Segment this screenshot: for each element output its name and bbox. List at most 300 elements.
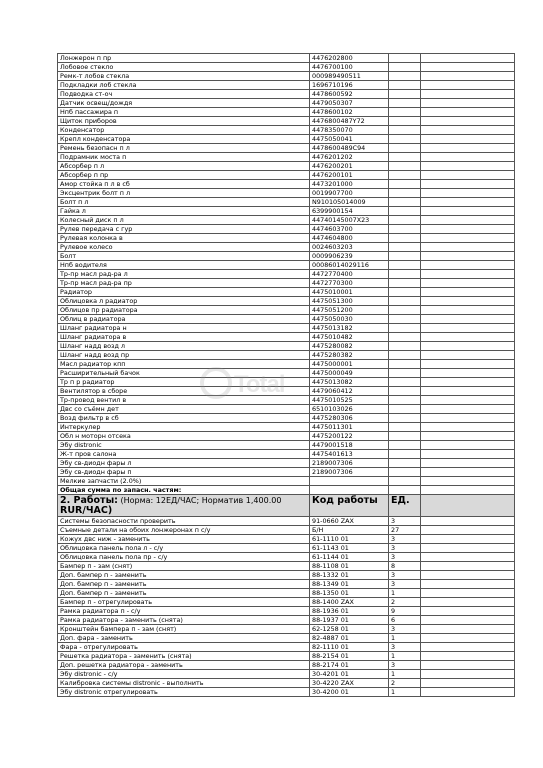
amount-cell: [421, 571, 515, 580]
name-cell: Кожух двс ниж - заменить: [58, 535, 310, 544]
unit-cell: 8: [389, 562, 421, 571]
part-row: [58, 450, 515, 459]
code-cell: 4478600102: [310, 108, 389, 117]
unit-cell: [389, 315, 421, 324]
name-cell: Рулевая колонка в: [58, 234, 310, 243]
code-cell: 2189007306: [310, 468, 389, 477]
name-cell: Вентилятор в сборе: [58, 387, 310, 396]
unit-cell: [389, 171, 421, 180]
part-row: [58, 207, 515, 216]
amount-cell: [421, 598, 515, 607]
part-row: [58, 243, 515, 252]
amount-cell: [421, 135, 515, 144]
unit-cell: 3: [389, 517, 421, 526]
code-cell: 4473201000: [310, 180, 389, 189]
part-row: [58, 63, 515, 72]
amount-cell: [421, 544, 515, 553]
unit-cell: [389, 126, 421, 135]
work-row: [58, 544, 515, 553]
amount-cell: [421, 468, 515, 477]
amount-cell: [421, 54, 515, 63]
unit-cell: [389, 351, 421, 360]
amount-cell: [421, 117, 515, 126]
part-row: [58, 432, 515, 441]
name-cell: Решетка радиатора - заменить (снята): [58, 652, 310, 661]
unit-cell: [389, 162, 421, 171]
unit-cell: [389, 459, 421, 468]
work-row: [58, 562, 515, 571]
code-cell: 4475000049: [310, 369, 389, 378]
work-row: [58, 688, 515, 697]
unit-cell: [389, 324, 421, 333]
code-cell: 88-1332 01: [310, 571, 389, 580]
part-row: [58, 414, 515, 423]
unit-cell: 1: [389, 589, 421, 598]
name-cell: Шланг радиатора н: [58, 324, 310, 333]
name-cell: Эбу св-диодн фары п: [58, 468, 310, 477]
name-cell: Крепл конденсатора: [58, 135, 310, 144]
unit-cell: [389, 216, 421, 225]
name-cell: Болт п л: [58, 198, 310, 207]
watermark-text: Total: [234, 371, 285, 398]
amount-cell: [421, 396, 515, 405]
unit-cell: [389, 90, 421, 99]
unit-cell: [389, 360, 421, 369]
part-row: [58, 477, 515, 486]
amount-cell: [421, 553, 515, 562]
unit-cell: [389, 369, 421, 378]
total-label: Общая сумма по запасн. частям:: [58, 486, 310, 495]
name-cell: Облицовка л радиатор: [58, 297, 310, 306]
name-cell: Доп. бампер п - заменить: [58, 571, 310, 580]
name-cell: Гайка л: [58, 207, 310, 216]
name-cell: Датчик освещ/дождя: [58, 99, 310, 108]
code-cell: 000989490511: [310, 72, 389, 81]
name-cell: Рамка радиатора п - с/у: [58, 607, 310, 616]
amount-cell: [421, 652, 515, 661]
code-cell: 0009906239: [310, 252, 389, 261]
code-cell: 4475000001: [310, 360, 389, 369]
code-cell: 61-1110 01: [310, 535, 389, 544]
name-cell: Тр-пр масл рад-ра л: [58, 270, 310, 279]
unit-cell: 1: [389, 652, 421, 661]
part-row: [58, 315, 515, 324]
name-cell: Шланг радиатора в: [58, 333, 310, 342]
part-row: [58, 360, 515, 369]
unit-cell: [389, 333, 421, 342]
unit-cell: [389, 423, 421, 432]
work-row: [58, 580, 515, 589]
unit-cell: 3: [389, 571, 421, 580]
amount-cell: [421, 162, 515, 171]
part-row: [58, 369, 515, 378]
amount-cell: [421, 171, 515, 180]
code-cell: 4475401613: [310, 450, 389, 459]
name-cell: Ремк-т лобов стекла: [58, 72, 310, 81]
work-row: [58, 535, 515, 544]
amount-cell: [421, 108, 515, 117]
amount-cell: [421, 661, 515, 670]
part-row: [58, 108, 515, 117]
part-row: [58, 441, 515, 450]
unit-cell: 6: [389, 616, 421, 625]
code-cell: 4472770300: [310, 279, 389, 288]
code-cell: 88-1349 01: [310, 580, 389, 589]
unit-cell: [389, 189, 421, 198]
amount-cell: [421, 459, 515, 468]
part-row: [58, 459, 515, 468]
code-cell: 4475280306: [310, 414, 389, 423]
unit-cell: 2: [389, 598, 421, 607]
code-cell: 88-2154 01: [310, 652, 389, 661]
name-cell: Тр п р радиатор: [58, 378, 310, 387]
part-row: [58, 468, 515, 477]
works-header-row: [58, 495, 515, 517]
amount-cell: [421, 450, 515, 459]
amount-cell: [421, 252, 515, 261]
unit-cell: [389, 261, 421, 270]
works-title: 2. Работы: (Норма: 12ЕД/ЧАС; Норматив 1,400.00 RUR/ЧАС): [58, 495, 310, 517]
amount-cell: [421, 688, 515, 697]
work-row: [58, 679, 515, 688]
code-cell: 4475010482: [310, 333, 389, 342]
code-cell: 4479060412: [310, 387, 389, 396]
name-cell: Эбу distronic отрегулировать: [58, 688, 310, 697]
unit-cell: [389, 135, 421, 144]
name-cell: Подрамник моста п: [58, 153, 310, 162]
unit-cell: 3: [389, 544, 421, 553]
code-cell: 4479001518: [310, 441, 389, 450]
part-row: [58, 198, 515, 207]
amount-cell: [421, 432, 515, 441]
work-row: [58, 661, 515, 670]
name-cell: Облиц в радиатора: [58, 315, 310, 324]
code-cell: 4475280082: [310, 342, 389, 351]
name-cell: Бампер п - зам (снят): [58, 562, 310, 571]
part-row: [58, 396, 515, 405]
part-row: [58, 117, 515, 126]
name-cell: Лобовое стекло: [58, 63, 310, 72]
unit-cell: 1: [389, 688, 421, 697]
name-cell: Болт: [58, 252, 310, 261]
name-cell: Радиатор: [58, 288, 310, 297]
amount-cell: [421, 535, 515, 544]
amount-cell: [421, 643, 515, 652]
amount-cell: [421, 279, 515, 288]
name-cell: Рулевое колесо: [58, 243, 310, 252]
code-cell: 4476200101: [310, 171, 389, 180]
work-row: [58, 625, 515, 634]
code-cell: 4478600592: [310, 90, 389, 99]
code-cell: [310, 477, 389, 486]
unit-cell: 9: [389, 607, 421, 616]
part-row: [58, 405, 515, 414]
work-row: [58, 607, 515, 616]
code-cell: 1696710196: [310, 81, 389, 90]
amount-cell: [421, 198, 515, 207]
code-cell: 4475013182: [310, 324, 389, 333]
name-cell: Доп. фара - заменить: [58, 634, 310, 643]
amount-cell: [421, 625, 515, 634]
name-cell: Лонжерон п пр: [58, 54, 310, 63]
part-row: [58, 54, 515, 63]
code-cell: 88-1108 01: [310, 562, 389, 571]
unit-cell: 3: [389, 661, 421, 670]
unit-cell: 3: [389, 643, 421, 652]
amount-cell: [421, 306, 515, 315]
unit-cell: [389, 252, 421, 261]
unit-cell: [389, 342, 421, 351]
code-cell: 62-1258 01: [310, 625, 389, 634]
unit-header: ЕД.: [389, 495, 421, 517]
amount-cell: [421, 414, 515, 423]
amount-cell: [421, 517, 515, 526]
amount-cell: [421, 324, 515, 333]
code-cell: 30-4220 ZAX: [310, 679, 389, 688]
amount-cell: [421, 216, 515, 225]
amount-cell: [421, 526, 515, 535]
amount-cell: [421, 261, 515, 270]
code-cell: 4475050041: [310, 135, 389, 144]
name-cell: Амор стойка п л в сб: [58, 180, 310, 189]
code-cell: 88-1400 ZAX: [310, 598, 389, 607]
amount-cell: [421, 616, 515, 625]
unit-cell: [389, 378, 421, 387]
unit-cell: [389, 243, 421, 252]
unit-cell: 3: [389, 580, 421, 589]
amount-cell: [421, 679, 515, 688]
amount-cell: [421, 360, 515, 369]
code-cell: 0019907700: [310, 189, 389, 198]
amount-cell: [421, 189, 515, 198]
code-cell: 6510103026: [310, 405, 389, 414]
unit-cell: 3: [389, 553, 421, 562]
code-cell: 6399900154: [310, 207, 389, 216]
code-cell: 88-1937 01: [310, 616, 389, 625]
code-cell: 4476200201: [310, 162, 389, 171]
name-cell: Нпб пассажира п: [58, 108, 310, 117]
code-cell: Б/Н: [310, 526, 389, 535]
part-row: [58, 297, 515, 306]
amount-cell: [421, 315, 515, 324]
name-cell: Абсорбер п пр: [58, 171, 310, 180]
part-row: [58, 351, 515, 360]
name-cell: Колесный диск п л: [58, 216, 310, 225]
code-cell: 4472770400: [310, 270, 389, 279]
name-cell: Облицовка панель пола пр - с/у: [58, 553, 310, 562]
unit-cell: 27: [389, 526, 421, 535]
work-row: [58, 589, 515, 598]
code-cell: 4479050307: [310, 99, 389, 108]
part-row: [58, 423, 515, 432]
name-cell: Конденсатор: [58, 126, 310, 135]
name-cell: Эбу св-диодн фары л: [58, 459, 310, 468]
name-cell: Двс со съёмн дет: [58, 405, 310, 414]
part-row: [58, 252, 515, 261]
name-cell: Системы безопасности проверить: [58, 517, 310, 526]
code-cell: 4478350070: [310, 126, 389, 135]
unit-cell: [389, 63, 421, 72]
part-row: [58, 144, 515, 153]
amount-cell: [421, 405, 515, 414]
name-cell: Эбу distronic - с/у: [58, 670, 310, 679]
code-cell: 4475010525: [310, 396, 389, 405]
part-row: [58, 387, 515, 396]
estimate-table: [57, 53, 515, 697]
part-row: [58, 81, 515, 90]
part-row: [58, 279, 515, 288]
part-row: [58, 378, 515, 387]
amount-cell: [421, 288, 515, 297]
unit-cell: [389, 153, 421, 162]
name-cell: Масл радиатор кпп: [58, 360, 310, 369]
unit-cell: [389, 414, 421, 423]
unit-cell: [389, 432, 421, 441]
amount-cell: [421, 63, 515, 72]
part-row: [58, 342, 515, 351]
unit-cell: [389, 288, 421, 297]
unit-cell: [389, 279, 421, 288]
code-cell: 30-4201 01: [310, 670, 389, 679]
code-cell: 4475280382: [310, 351, 389, 360]
code-cell: 4475013082: [310, 378, 389, 387]
code-cell: 4476201202: [310, 153, 389, 162]
code-cell: 4475200122: [310, 432, 389, 441]
part-row: [58, 153, 515, 162]
amount-cell: [421, 225, 515, 234]
code-cell: 4476202800: [310, 54, 389, 63]
code-cell: 4475010001: [310, 288, 389, 297]
amount-cell: [421, 369, 515, 378]
amount-cell: [421, 99, 515, 108]
part-row: [58, 333, 515, 342]
unit-cell: [389, 81, 421, 90]
code-cell: 4476800487Y72: [310, 117, 389, 126]
amount-cell: [421, 126, 515, 135]
unit-cell: [389, 225, 421, 234]
part-row: [58, 72, 515, 81]
code-cell: 88-1350 01: [310, 589, 389, 598]
name-cell: Шланг надд возд л: [58, 342, 310, 351]
amount-cell: [421, 477, 515, 486]
amount-cell: [421, 243, 515, 252]
part-row: [58, 126, 515, 135]
amount-cell: [421, 589, 515, 598]
unit-cell: [389, 198, 421, 207]
part-row: [58, 162, 515, 171]
totals-section: [58, 486, 515, 517]
unit-cell: [389, 405, 421, 414]
work-row: [58, 670, 515, 679]
unit-cell: [389, 441, 421, 450]
work-row: [58, 571, 515, 580]
amount-cell: [421, 441, 515, 450]
code-cell: 61-1143 01: [310, 544, 389, 553]
amount-cell: [421, 270, 515, 279]
unit-cell: [389, 477, 421, 486]
amount-cell: [421, 670, 515, 679]
code-cell: 4474604800: [310, 234, 389, 243]
amount-cell: [421, 153, 515, 162]
part-row: [58, 171, 515, 180]
name-cell: Возд фильтр в сб: [58, 414, 310, 423]
amount-cell: [421, 234, 515, 243]
amount-cell: [421, 297, 515, 306]
work-row: [58, 598, 515, 607]
amount-cell: [421, 423, 515, 432]
unit-cell: 3: [389, 535, 421, 544]
unit-cell: [389, 297, 421, 306]
amount-cell: [421, 378, 515, 387]
code-cell: 82-1110 01: [310, 643, 389, 652]
total-row: [58, 486, 515, 495]
name-cell: Шланг надд возд пр: [58, 351, 310, 360]
code-cell: 447860048​9C94: [310, 144, 389, 153]
estimate-sheet: [57, 53, 514, 697]
unit-cell: [389, 234, 421, 243]
unit-cell: [389, 207, 421, 216]
unit-cell: [389, 270, 421, 279]
unit-cell: [389, 54, 421, 63]
amount-cell: [421, 634, 515, 643]
code-cell: 4475011301: [310, 423, 389, 432]
work-row: [58, 643, 515, 652]
name-cell: Эксцентрик болт п л: [58, 189, 310, 198]
part-row: [58, 234, 515, 243]
name-cell: Подводка ст-оч: [58, 90, 310, 99]
part-row: [58, 324, 515, 333]
name-cell: Бампер п - отрегулировать: [58, 598, 310, 607]
name-cell: Доп. решетка радиатора - заменить: [58, 661, 310, 670]
name-cell: Абсорбер п л: [58, 162, 310, 171]
name-cell: Доп. бампер п - заменить: [58, 580, 310, 589]
name-cell: Щиток приборов: [58, 117, 310, 126]
name-cell: Облицовка панель пола л - с/у: [58, 544, 310, 553]
code-cell: 4475051300: [310, 297, 389, 306]
name-cell: Ж-т пров салона: [58, 450, 310, 459]
part-row: [58, 306, 515, 315]
code-cell: 0024603203: [310, 243, 389, 252]
name-cell: Калибровка системы distronic - выполнить: [58, 679, 310, 688]
work-row: [58, 553, 515, 562]
unit-cell: 1: [389, 670, 421, 679]
amount-cell: [421, 351, 515, 360]
part-row: [58, 225, 515, 234]
unit-cell: [389, 144, 421, 153]
unit-cell: [389, 72, 421, 81]
name-cell: Рамка радиатора - заменить (снята): [58, 616, 310, 625]
amount-cell: [421, 180, 515, 189]
name-cell: Облицов пр радиатора: [58, 306, 310, 315]
work-row: [58, 616, 515, 625]
unit-cell: [389, 117, 421, 126]
unit-cell: [389, 306, 421, 315]
code-cell: 88-2174 01: [310, 661, 389, 670]
unit-cell: 3: [389, 625, 421, 634]
work-code-header: Код работы: [310, 495, 389, 517]
name-cell: Подкладки лоб стекла: [58, 81, 310, 90]
name-cell: Эбу distronic: [58, 441, 310, 450]
part-row: [58, 99, 515, 108]
amount-cell: [421, 342, 515, 351]
unit-cell: [389, 99, 421, 108]
name-cell: Тр-провод вентил в: [58, 396, 310, 405]
unit-cell: [389, 450, 421, 459]
name-cell: Тр-пр масл рад-ра пр: [58, 279, 310, 288]
name-cell: Обл н моторн отсека: [58, 432, 310, 441]
part-row: [58, 270, 515, 279]
amount-cell: [421, 607, 515, 616]
